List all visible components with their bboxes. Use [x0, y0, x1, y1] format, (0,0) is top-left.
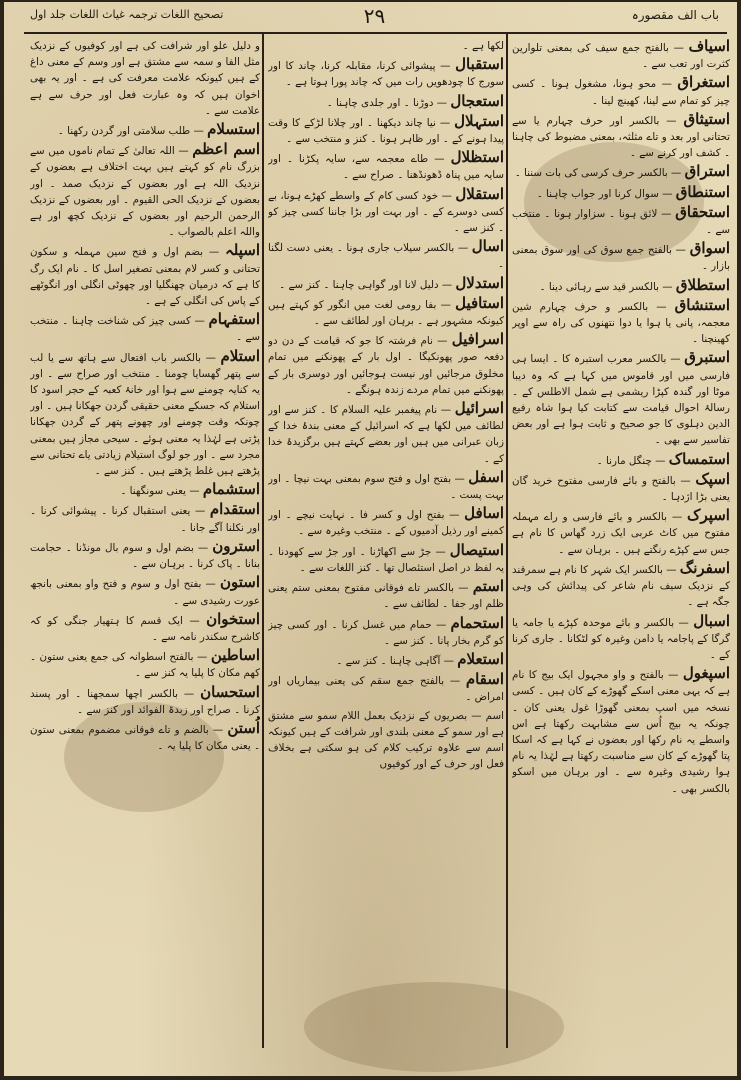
entry-headword: استحمام [450, 613, 504, 632]
entry-headword: اسافل [464, 504, 504, 523]
entry-headword: اسپلہ [224, 241, 260, 260]
entry-headword: استدلال [455, 273, 504, 292]
dictionary-entry [512, 451, 730, 469]
entry-headword: اسپرک [687, 506, 730, 525]
entry-headword: اسیاف [688, 38, 730, 55]
entry-definition: — نام فرشتہ کا جو کہ قیامت کے دن دو دفعہ صور پھونکیگا ۔ اول بار کے پھونکنے میں تمام مخلوق مرجائیں اور نیست ہوجائیں اور دوسری بار کے پھونکنے میں تمام مردے زندہ ہونگے ۔ [268, 335, 504, 396]
entry-headword: استبرق [684, 348, 730, 367]
entry-headword: استمساک [668, 449, 730, 468]
entry-definition: — سوال کرنا اور جواب چاہنا ۔ [536, 187, 673, 200]
entry-headword: اسرائیل [454, 399, 504, 418]
dictionary-entry [268, 708, 504, 773]
entry-definition: — بالفتح جمع سیف کی بمعنی تلوارین کثرت اور تعب سے ۔ [512, 42, 730, 71]
entry-headword: اُستن [227, 718, 260, 737]
entry-headword: استقدام [209, 500, 260, 519]
header-rule [24, 32, 727, 34]
entry-headword: استحسان [200, 682, 260, 701]
dictionary-entry [30, 311, 260, 345]
entry-definition: — بضم اول و فتح سین مہملہ و سکون تحتانی و کسر لام بمعنی تصغیر اسل کا ۔ نام ایک رگ کا ہے کہ درمیان چھنگلیا اور چھوٹی انگلی اور انگوٹھے کے پاس کی انگلی کے ہے ۔ [30, 246, 260, 308]
dictionary-entry [268, 578, 504, 612]
entry-headword: استغراق [677, 73, 730, 92]
entry-definition: — بالکسر و بائے موحدہ کپڑے یا جامہ یا گرگا کے پاجامہ یا دامن وغیرہ کو لٹکانا ۔ جاری کرنا کے ۔ [512, 616, 730, 661]
entry-headword: استقلال [455, 184, 504, 203]
entry-definition: — بالفتح و بائے فارسی مفتوح خرید گان یعنی بڑا اژدہا ۔ [512, 474, 730, 504]
dictionary-entry [268, 469, 504, 503]
dictionary-entry [268, 238, 504, 272]
entry-headword: اسپغول [682, 664, 730, 683]
entry-definition: — طاے معجمہ سے، سایہ پکڑنا ۔ اور سایہ میں پناہ ڈھونڈھنا ۔ صراح سے ۔ [268, 153, 504, 182]
dictionary-entry [268, 56, 504, 90]
entry-definition: — بالفتح جمع سقم کی یعنی بیماریاں اور امراض ۔ [268, 675, 504, 704]
entry-definition: — خود کسی کام کے واسطے کھڑے ہونا، بے کسی دوسرے کے ۔ اور بہت اور بڑا جاننا کسی چیز کو ۔ کنز سے ۔ [268, 189, 504, 235]
entry-definition: — یعنی سونگھنا ۔ [120, 485, 200, 498]
entry-definition: — ایک قسم کا ہتھیار جنگی کو کہ کاشرح سکندر نامہ سے ۔ [30, 614, 260, 643]
entry-definition: — بالکسر سیلاب جاری ہونا ۔ یعنی دست لگنا ۔ [268, 242, 504, 271]
dictionary-entry [512, 163, 730, 181]
column-left [30, 38, 260, 1046]
entry-headword: استراق [684, 162, 730, 181]
column-middle [268, 38, 504, 1046]
dictionary-entry [30, 611, 260, 645]
entry-definition: — بالکسر و حرف چہارم شین معجمہ، پانی یا ہوا یا دوا نتھنوں کی راہ سے اوپر کھینچنا ۔ [512, 300, 730, 346]
entry-headword: اسرافیل [451, 330, 504, 349]
page-number: ۲۹ [363, 4, 386, 28]
dictionary-entry [30, 348, 260, 480]
entry-definition: — نام پیغمبر علیہ السلام کا ۔ کنز سے اور لطائف میں لکھا ہے کہ اسرائیل کے معنی بندۂ خدا کے زبان عبرانی میں ہیں اور بعضے کہتے ہیں برگزیدۂ خدا کے ۔ [268, 404, 504, 465]
dictionary-entry [30, 647, 260, 681]
entry-definition: — محو ہونا، مشغول ہونا ۔ کسی چیز کو تمام سے لینا، کھینچ لینا ۔ [512, 78, 730, 107]
dictionary-entry [268, 331, 504, 398]
entry-definition: — نیا چاند دیکھنا ۔ اور چلانا لڑکے کا وقت پیدا ہونے کے ۔ اور ظاہر ہونا ۔ کنز و منتخب سے ۔ [268, 116, 504, 146]
entry-headword: استعلام [457, 649, 504, 668]
section-title: باب الف مقصورہ [631, 8, 719, 22]
dictionary-entry [30, 121, 260, 139]
entry-headword: استلام [220, 346, 260, 365]
entry-headword: استطلاق [675, 275, 730, 294]
entry-definition: — بالکسر ایک شہر کا نام ہے سمرقند کے نزدیک سیف نام شاعر کی پیدائش کی وہی جگہ ہے ۔ [512, 563, 730, 609]
entry-definition: — بالکسر و بائے فارسی و راے مہملہ مفتوح میں کاٹ عربی ایک زرد گھاس کا نام ہے جس سے کپڑے رنگتے ہیں ۔ برہان سے ۔ [512, 511, 730, 556]
column-rule [262, 32, 264, 1048]
entry-headword: استافیل [455, 293, 504, 312]
entry-definition: — بالکسر حرف کرسی کی بات سننا ۔ [514, 167, 682, 180]
entry-headword: استحقاق [675, 202, 730, 221]
entry-definition: — بالکسر باب افتعال سے ہاتھ سے یا لب سے پتھر گھسایا چومنا ۔ منتخب اور صراح سے ۔ اور یہ کنایہ چومنے سے ہوا اور خانۂ کعبہ کے حجر اسود کا استلام کہ جسکے معنی حقیقی گردن جھکانا ہیں ۔ اور چونکہ وقت چومنے اور چھونے پتھر کے گردن جھکانا پڑتی ہے لہٰذا یہ معنی ہوئے ۔ سیحی مجاز ہیں بمعنی مجرد سے ۔ اور جو لوگ استیلام زیادتی یاے تحتانی سے پڑھتے ہیں غلط پڑھتے ہیں ۔ کنز سے ۔ [30, 351, 260, 478]
entry-definition: — بفتح اول و سوم و فتح واو بمعنی بانجھ عورت رشیدی سے ۔ [30, 578, 260, 607]
entry-headword: اسم اعظم [192, 140, 260, 159]
dictionary-page [4, 2, 737, 1076]
dictionary-entry [268, 542, 504, 576]
dictionary-entry [268, 615, 504, 649]
dictionary-entry [30, 38, 260, 119]
book-title: تصحیح اللغات ترجمہ غیاث اللغات جلد اول [30, 8, 224, 21]
dictionary-entry [512, 665, 730, 797]
dictionary-entry [512, 349, 730, 448]
dictionary-entry [30, 574, 260, 608]
entry-definition: اسم — بصریوں کے نزدیک بعمل اللام سمو سے مشتق ہے اور سمو کے معنی بلندی اور شرافت کے ہیں کیونکہ اسم سے علاوہ ترکیب کلام کی ہو سکتی ہے بخلاف فعل اور حرف کے اور کوفیوں [268, 709, 504, 771]
entry-definition: — بالفتح جمع سوق کی اور سوق بمعنی بازار ۔ [512, 244, 730, 273]
entry-headword: استیصال [449, 540, 504, 559]
entry-headword: استظلال [450, 148, 504, 167]
entry-definition: — حمام میں غسل کرنا ۔ اور کسی چیز کو گرم بخار پانا ۔ کنز سے ۔ [268, 618, 504, 647]
dictionary-entry [512, 184, 730, 202]
dictionary-entry [268, 149, 504, 183]
dictionary-entry [512, 74, 730, 108]
entry-headword: اسفل [468, 467, 504, 486]
entry-headword: استخوان [206, 609, 260, 628]
dictionary-entry [512, 277, 730, 295]
entry-definition: — بالفتح و واو مجہول ایک بیج کا نام ہے کہ یہی معنی اسکے گھوڑے کے کان ہیں ۔ کسی نسخہ میں اسپ بمعنی گھوڑا غول یعنی کان ۔ چونکہ یہ بیج اُس سے مشابہت رکھتا ہے اس واسطے یہ نام رکھا اور بعضوں نے کہا ہے کہ اسکا پتا گھوڑے کے کان سے مناسبت رکھتا ہے لہٰذا یہ نام ہوا رشیدی وغیرہ سے ۔ اور برہان میں اسکو بالکسر بھی ۔ [512, 669, 730, 795]
dictionary-entry [512, 38, 730, 72]
entry-headword: استشمام [202, 480, 260, 499]
entry-headword: استیثاق [683, 109, 730, 128]
dictionary-entry [268, 93, 504, 111]
entry-definition: لکھا ہے ۔ [462, 40, 504, 52]
entry-headword: اسال [471, 237, 504, 256]
entry-headword: استفہام [208, 310, 260, 329]
column-right [512, 38, 730, 1046]
page-header [24, 2, 725, 36]
entry-definition: — بالکسر تاے فوقانی مفتوح بمعنی ستم یعنی ظلم اور جفا ۔ لطائف سے ۔ [268, 582, 504, 611]
dictionary-entry [268, 275, 504, 293]
entry-definition: — بالکسر معرب استبرہ کا ۔ ایسا ہی فارسی میں اور قاموس میں کہا ہے کہ وہ دیبا موٹا اور گندہ کپڑا ریشمی ہے شمل الاطلس کے ۔ رسالۂ احوال قیامت سے کتابت کیا ہوا شاہ رفیع الدین دہلوی کا جو صحیح و ثابت ہوا ہے اور بعض تفاسیر سے بھی ۔ [512, 353, 730, 447]
dictionary-entry [30, 141, 260, 240]
dictionary-entry [512, 204, 730, 238]
dictionary-entry [268, 651, 504, 669]
entry-headword: اسقام [465, 670, 504, 689]
entry-definition: و دلیل علو اور شرافت کی ہے اور کوفیوں کے نزدیک مثل الفا و سمہ سے مشتق ہے اور وسم کے معنی داغ کے ہیں کیونکہ علامت معرفت کی ہے ۔ اور یہ بھی اخوان ہیں کہ وہ عبارت فعل اور حرف سے ہے علامت سے ۔ [30, 40, 260, 117]
entry-headword: استعجال [450, 91, 504, 110]
entry-definition: — بفتح اول و فتح سوم بمعنی بہت نیچا ۔ اور بہت پست ۔ [268, 472, 504, 502]
dictionary-entry [512, 560, 730, 611]
entry-definition: — جڑ سے اکھاڑنا ۔ اور جڑ سے کھودنا ۔ یہ لفظ در اصل استئصال تھا ۔ کنز اللغات سے ۔ [268, 545, 504, 574]
dictionary-entry [30, 501, 260, 535]
entry-headword: استہلال [454, 111, 504, 130]
dictionary-entry [268, 186, 504, 237]
entry-headword: اسفرنگ [679, 558, 730, 577]
entry-definition: — پیشوائی کرنا، مقابلہ کرنا، چاند کا اور سورج کا چودھویں رات میں کہ چاند پورا ہوتا ہے ۔ [268, 60, 504, 89]
entry-definition: — بفتح اول و کسر فا ۔ نہایت نیچے ۔ اور کمینے اور رذیل آدمیوں کے ۔ منتخب وغیرہ سے ۔ [268, 509, 504, 538]
entry-definition: — چنگل مارنا ۔ [596, 454, 666, 467]
entry-headword: استسلام [207, 120, 260, 139]
dictionary-entry [268, 400, 504, 467]
dictionary-entry [512, 297, 730, 348]
dictionary-entry [30, 242, 260, 309]
entry-headword: استقبال [455, 55, 504, 74]
entry-headword: اساطین [210, 646, 260, 665]
dictionary-entry [512, 613, 730, 664]
entry-definition: — اللہ تعالیٰ کے تمام ناموں میں سے بزرگ نام کو کہتے ہیں بہت اختلاف ہے بعضوں کے نزدیک اللہ ہے اور بعضوں کے نزدیک صمد ۔ اور بعضوں کے نزدیک الحی القیوم ۔ اور بعضوں کے نزدیک الرحمن الرحیم اور بعضوں کے نزدیک کچھ اور ہے واللہ اعلم بالصواب ۔ [30, 145, 260, 239]
entry-headword: استم [472, 577, 504, 596]
entry-definition: — بالفتح اسطوانہ کی جمع یعنی ستون ۔ کھم مکان کا پلیا یہ کنز سے ۔ [30, 651, 260, 680]
entry-definition: — بالضم و تاے فوقانی مضموم بمعنی ستون ۔ یعنی مکان کا پلیا یہ ۔ [30, 723, 260, 753]
entry-definition: — یعنی استقبال کرنا ۔ پیشوائی کرنا ۔ اور نکلنا آگے جانا ۔ [30, 505, 260, 534]
column-rule [506, 32, 508, 1048]
entry-definition: — بفا رومی لغت میں انگور کو کہتے ہیں کیونکہ مشہور ہے ۔ برہان اور لطائف سے ۔ [268, 298, 504, 328]
entry-definition: — بالکسر اچھا سمجھنا ۔ اور پسند کرنا ۔ صراح اور زبدۃ الفوائد اور کنز سے ۔ [30, 687, 260, 716]
dictionary-entry [512, 240, 730, 274]
dictionary-entry [268, 505, 504, 539]
entry-headword: استرون [212, 536, 260, 555]
entry-definition: — طلب سلامتی اور گردن رکھنا ۔ [57, 125, 204, 138]
entry-definition: — آگاہی چاہنا ۔ کنز سے ۔ [336, 654, 454, 667]
entry-headword: اسپک [695, 469, 730, 488]
entry-headword: استون [219, 573, 260, 592]
dictionary-entry [268, 671, 504, 705]
entry-definition: — بضم اول و سوم بال مونڈنا ۔ حجامت بنانا ۔ پاک کرنا ۔ برہان سے ۔ [30, 541, 260, 571]
dictionary-entry [30, 538, 260, 572]
dictionary-entry [30, 684, 260, 718]
entry-definition: — لائق ہونا ۔ سزاوار ہونا ۔ منتخب سے ۔ [512, 207, 730, 237]
dictionary-entry [512, 507, 730, 558]
dictionary-entry [512, 471, 730, 505]
entry-definition: — دوڑنا ۔ اور جلدی چاہنا ۔ [326, 96, 448, 109]
entry-definition: — بالکسر اور حرف چہارم یا سے تحتانی اور بعد و تاے مثلثہ، بمعنی مضبوط کی چاہنا ۔ کشف اور کرنے سے ۔ [512, 114, 730, 160]
entry-definition: — دلیل لانا اور گواہی چاہنا ۔ کنز سے ۔ [279, 278, 453, 291]
dictionary-entry [30, 481, 260, 499]
entry-definition: — بالکسر قید سے رہائی دینا ۔ [539, 280, 673, 293]
dictionary-entry [268, 295, 504, 329]
dictionary-entry [512, 111, 730, 162]
entry-headword: استنطاق [675, 182, 730, 201]
dictionary-entry [268, 113, 504, 147]
dictionary-entry [268, 38, 504, 54]
entry-headword: اسبال [693, 611, 730, 630]
entry-headword: اسواق [689, 239, 730, 258]
dictionary-entry [30, 720, 260, 754]
entry-headword: استنشاق [674, 295, 730, 314]
entry-definition: — کسی چیز کی شناخت چاہنا ۔ منتخب سے ۔ [30, 315, 260, 344]
